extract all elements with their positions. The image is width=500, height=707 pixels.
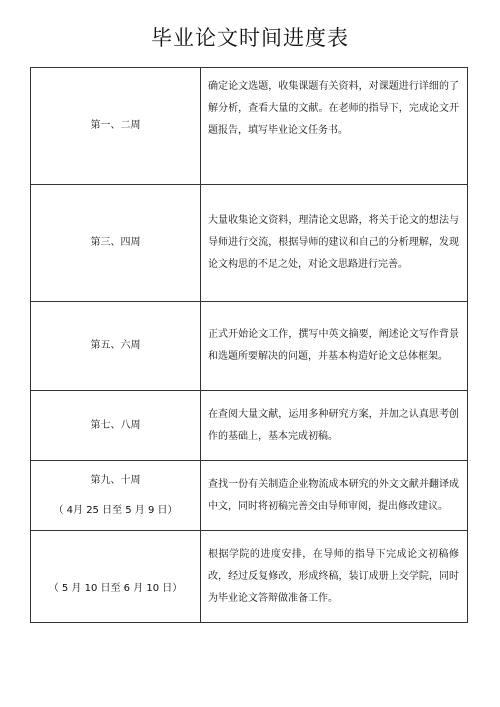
schedule-table [30, 67, 468, 623]
table-row [31, 531, 468, 623]
task-cell: 在查阅大量文献，运用多种研究方案，并加之认真思考创作的基础上，基本完成初稿。 [201, 391, 468, 461]
task-cell: 确定论文选题，收集课题有关资料，对课题进行详细的了解分析，查看大量的文献。在老师的指导下，完成论文开题报告，填写毕业论文任务书。 [201, 68, 468, 185]
table-row [31, 461, 468, 531]
table-row [31, 391, 468, 461]
period-date: （ 4月 25 日至 5 月 9 日） [53, 504, 178, 516]
period-cell [31, 391, 201, 461]
table-row [31, 185, 468, 302]
task-cell: 根据学院的进度安排，在导师的指导下完成论文初稿修改，经过反复修改，形成终稿，装订成册上交学院，同时为毕业论文答辩做准备工作。 [201, 531, 468, 623]
table-row [31, 68, 468, 185]
period-label: 第九、十周 [90, 474, 141, 486]
period-label: 第一、二周 [90, 120, 141, 131]
period-cell [31, 68, 201, 185]
period-cell [31, 531, 201, 623]
period-cell [31, 302, 201, 391]
period-cell [31, 185, 201, 302]
period-label: 第七、八周 [90, 419, 141, 431]
table-row [31, 302, 468, 391]
period-label: 第五、六周 [90, 340, 141, 351]
period-cell [31, 461, 201, 531]
task-cell: 大量收集论文资料，理清论文思路，将关于论文的想法与导师进行交流，根据导师的建议和自己的分析理解，发现论文构思的不足之处，对论文思路进行完善。 [201, 185, 468, 302]
task-cell: 查找一份有关制造企业物流成本研究的外文文献并翻译成中文，同时将初稿完善交由导师审阅，提出修改建议。 [201, 461, 468, 531]
task-cell: 正式开始论文工作，撰写中英文摘要，阐述论文写作背景和选题所要解决的问题，并基本构造好论文总体框架。 [201, 302, 468, 391]
period-date: （ 5 月 10 日至 6 月 10 日） [48, 582, 183, 594]
period-label: 第三、四周 [90, 237, 141, 248]
document-title: 毕业论文时间进度表 [151, 26, 349, 50]
